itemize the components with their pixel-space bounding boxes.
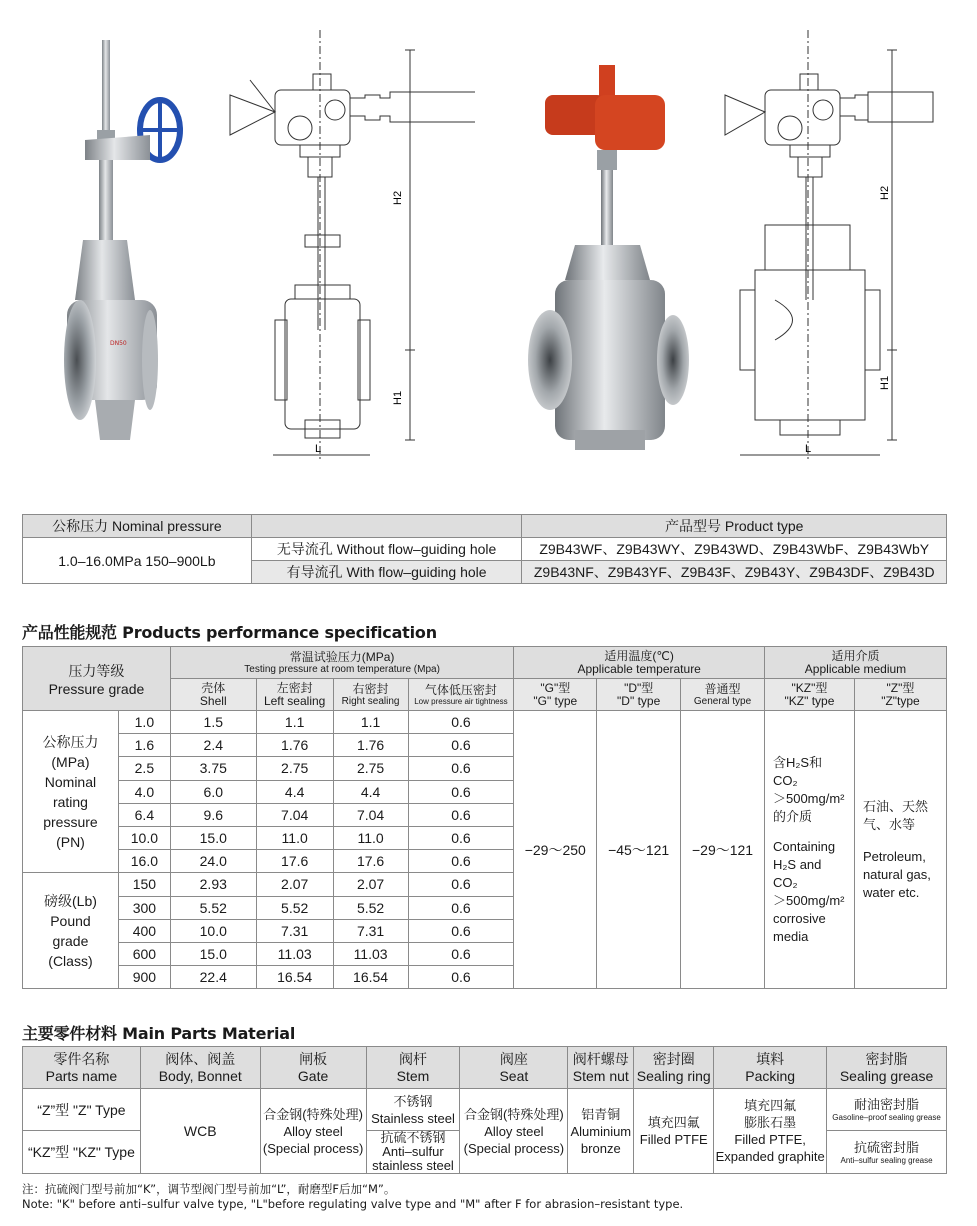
test-pressure-value: 9.6 xyxy=(170,803,256,826)
without-hole-label: 无导流孔 Without flow–guiding hole xyxy=(251,538,522,561)
pressure-grade-header: 压力等级 Pressure grade xyxy=(23,647,171,711)
test-pressure-value: 2.75 xyxy=(256,757,333,780)
parts-col-header: 阀杆 Stem xyxy=(366,1047,460,1089)
performance-spec-table xyxy=(22,646,947,989)
kz-medium: 含H₂S和CO₂ ＞500mg/m² 的介质 Containing H₂S and CO₂ ＞500mg/m² corrosive media xyxy=(764,711,854,989)
grade-value: 4.0 xyxy=(118,780,170,803)
parts-col-header: 密封圈 Sealing ring xyxy=(634,1047,714,1089)
parts-col-header: 阀座 Seat xyxy=(460,1047,568,1089)
parts-col-header: 零件名称 Parts name xyxy=(23,1047,141,1089)
note-cn: 注：抗硫阀门型号前加“K”，调节型阀门型号前加“L”，耐磨型F后加“M”。 xyxy=(22,1182,396,1196)
grade-value: 400 xyxy=(118,919,170,942)
h2-label: H2 xyxy=(392,190,404,205)
test-pressure-value: 3.75 xyxy=(170,757,256,780)
test-pressure-value: 1.76 xyxy=(333,734,408,757)
test-pressure-value: 1.1 xyxy=(256,711,333,734)
test-pressure-value: 4.4 xyxy=(256,780,333,803)
test-pressure-value: 7.31 xyxy=(333,919,408,942)
stem-nut-material: 铝青铜 Aluminium bronze xyxy=(568,1089,634,1174)
parts-col-header: 密封脂 Sealing grease xyxy=(827,1047,947,1089)
stem-material-z: 不锈钢 Stainless steel xyxy=(366,1089,460,1131)
test-pressure-value: 0.6 xyxy=(408,757,514,780)
parts-material-table xyxy=(22,1046,947,1174)
test-pressure-value: 17.6 xyxy=(333,850,408,873)
test-pressure-value: 6.0 xyxy=(170,780,256,803)
l-label-2: L xyxy=(805,443,812,455)
gate-material: 合金钢(特殊处理) Alloy steel (Special process) xyxy=(260,1089,366,1174)
col-air-tightness: 气体低压密封 Low pressure air tightness xyxy=(408,679,514,711)
col-general-type: 普通型 General type xyxy=(681,679,765,711)
grade-value: 10.0 xyxy=(118,826,170,849)
grade-value: 300 xyxy=(118,896,170,919)
grade-value: 150 xyxy=(118,873,170,896)
valve-photo-electric xyxy=(525,0,695,470)
test-pressure-value: 2.4 xyxy=(170,734,256,757)
z-medium: 石油、天然 气、水等 Petroleum, natural gas, water etc. xyxy=(854,711,946,989)
l-label: L xyxy=(315,443,322,455)
grade-value: 1.0 xyxy=(118,711,170,734)
grease-material-z: 耐油密封脂 Gasoline–proof sealing grease xyxy=(827,1089,947,1131)
test-pressure-value: 0.6 xyxy=(408,873,514,896)
test-pressure-value: 15.0 xyxy=(170,826,256,849)
test-pressure-value: 10.0 xyxy=(170,919,256,942)
test-pressure-value: 17.6 xyxy=(256,850,333,873)
test-pressure-value: 16.54 xyxy=(256,966,333,989)
test-pressure-value: 5.52 xyxy=(333,896,408,919)
test-pressure-value: 0.6 xyxy=(408,850,514,873)
packing-material: 填充四氟 膨胀石墨 Filled PTFE, Expanded graphite xyxy=(714,1089,827,1174)
pressure-range: 1.0–16.0MPa 150–900Lb xyxy=(23,538,252,584)
perf-row xyxy=(23,711,947,734)
parts-col-header: 闸板 Gate xyxy=(260,1047,366,1089)
test-pressure-value: 7.04 xyxy=(333,803,408,826)
test-pressure-value: 1.1 xyxy=(333,711,408,734)
test-pressure-value: 24.0 xyxy=(170,850,256,873)
note-en: Note: "K" before anti–sulfur valve type, "L"before regulating valve type and "M" after F for abrasion–resistant type. xyxy=(22,1197,684,1211)
test-pressure-value: 2.75 xyxy=(333,757,408,780)
col-right-sealing: 右密封 Right sealing xyxy=(333,679,408,711)
col-g-type: "G"型 "G" type xyxy=(514,679,597,711)
test-pressure-value: 4.4 xyxy=(333,780,408,803)
nominal-pn-group: 公称压力 (MPa) Nominal rating pressure (PN) xyxy=(23,711,119,873)
pound-class-group: 磅级(Lb) Pound grade (Class) xyxy=(23,873,119,989)
test-pressure-value: 1.76 xyxy=(256,734,333,757)
z-type-label: “Z”型 "Z" Type xyxy=(23,1089,141,1131)
perf-section-title: 产品性能规范 Products performance specification xyxy=(22,623,437,642)
grade-value: 900 xyxy=(118,966,170,989)
col-kz-type: "KZ"型 "KZ" type xyxy=(764,679,854,711)
test-pressure-value: 11.03 xyxy=(333,942,408,965)
temp-general-value: −29～121 xyxy=(681,711,765,989)
parts-section-title: 主要零件材料 Main Parts Material xyxy=(22,1024,296,1043)
test-pressure-value: 0.6 xyxy=(408,919,514,942)
parts-col-header: 阀体、阀盖 Body, Bonnet xyxy=(140,1047,260,1089)
test-pressure-value: 2.93 xyxy=(170,873,256,896)
test-pressure-value: 15.0 xyxy=(170,942,256,965)
test-pressure-value: 11.0 xyxy=(333,826,408,849)
test-pressure-value: 5.52 xyxy=(170,896,256,919)
test-pressure-value: 11.03 xyxy=(256,942,333,965)
test-pressure-value: 2.07 xyxy=(333,873,408,896)
h2-label-2: H2 xyxy=(879,185,891,200)
col-shell: 壳体 Shell xyxy=(170,679,256,711)
test-pressure-value: 0.6 xyxy=(408,942,514,965)
test-pressure-value: 7.04 xyxy=(256,803,333,826)
with-hole-label: 有导流孔 With flow–guiding hole xyxy=(251,561,522,584)
col-left-sealing: 左密封 Left sealing xyxy=(256,679,333,711)
test-pressure-value: 0.6 xyxy=(408,711,514,734)
h1-label: H1 xyxy=(392,390,404,405)
temp-d-value: −45～121 xyxy=(597,711,681,989)
product-type-table xyxy=(22,514,947,584)
seat-material: 合金钢(特殊处理) Alloy steel (Special process) xyxy=(460,1089,568,1174)
parts-col-header: 填料 Packing xyxy=(714,1047,827,1089)
test-pressure-value: 5.52 xyxy=(256,896,333,919)
test-pressure-value: 22.4 xyxy=(170,966,256,989)
h1-label-2: H1 xyxy=(879,375,891,390)
test-pressure-value: 0.6 xyxy=(408,780,514,803)
test-pressure-value: 11.0 xyxy=(256,826,333,849)
valve-drawing-actuator-1 xyxy=(215,0,475,470)
grease-material-kz: 抗硫密封脂 Anti–sulfur sealing grease xyxy=(827,1131,947,1174)
test-pressure-value: 0.6 xyxy=(408,826,514,849)
product-type-header: 产品型号 Product type xyxy=(522,515,947,538)
temp-g-value: −29～250 xyxy=(514,711,597,989)
kz-type-label: “KZ”型 "KZ" Type xyxy=(23,1131,141,1174)
with-hole-types: Z9B43NF、Z9B43YF、Z9B43F、Z9B43Y、Z9B43DF、Z9B43D xyxy=(522,561,947,584)
without-hole-types: Z9B43WF、Z9B43WY、Z9B43WD、Z9B43WbF、Z9B43WbY xyxy=(522,538,947,561)
test-pressure-value: 1.5 xyxy=(170,711,256,734)
col-z-type: "Z"型 "Z"type xyxy=(854,679,946,711)
stem-material-kz: 抗硫不锈钢 Anti–sulfur stainless steel xyxy=(366,1131,460,1174)
test-pressure-value: 0.6 xyxy=(408,734,514,757)
test-pressure-value: 0.6 xyxy=(408,896,514,919)
test-pressure-value: 0.6 xyxy=(408,803,514,826)
test-pressure-value: 7.31 xyxy=(256,919,333,942)
temperature-header: 适用温度(℃) Applicable temperature xyxy=(514,647,765,679)
parts-header-row xyxy=(23,1047,947,1089)
parts-col-header: 阀杆螺母 Stem nut xyxy=(568,1047,634,1089)
product-images xyxy=(0,0,977,500)
svg-text:DN50: DN50 xyxy=(110,340,127,347)
grade-value: 16.0 xyxy=(118,850,170,873)
test-pressure-value: 2.07 xyxy=(256,873,333,896)
grade-value: 600 xyxy=(118,942,170,965)
test-pressure-value: 16.54 xyxy=(333,966,408,989)
test-pressure-header: 常温试验压力(MPa) Testing pressure at room temperature (Mpa) xyxy=(170,647,514,679)
medium-header: 适用介质 Applicable medium xyxy=(764,647,946,679)
valve-drawing-actuator-2 xyxy=(720,0,950,470)
grade-value: 6.4 xyxy=(118,803,170,826)
sealing-ring-material: 填充四氟 Filled PTFE xyxy=(634,1089,714,1174)
body-material: WCB xyxy=(140,1089,260,1174)
test-pressure-value: 0.6 xyxy=(408,966,514,989)
col-d-type: "D"型 "D" type xyxy=(597,679,681,711)
nominal-pressure-header: 公称压力 Nominal pressure xyxy=(23,515,252,538)
grade-value: 1.6 xyxy=(118,734,170,757)
perf-rows xyxy=(23,711,947,989)
grade-value: 2.5 xyxy=(118,757,170,780)
